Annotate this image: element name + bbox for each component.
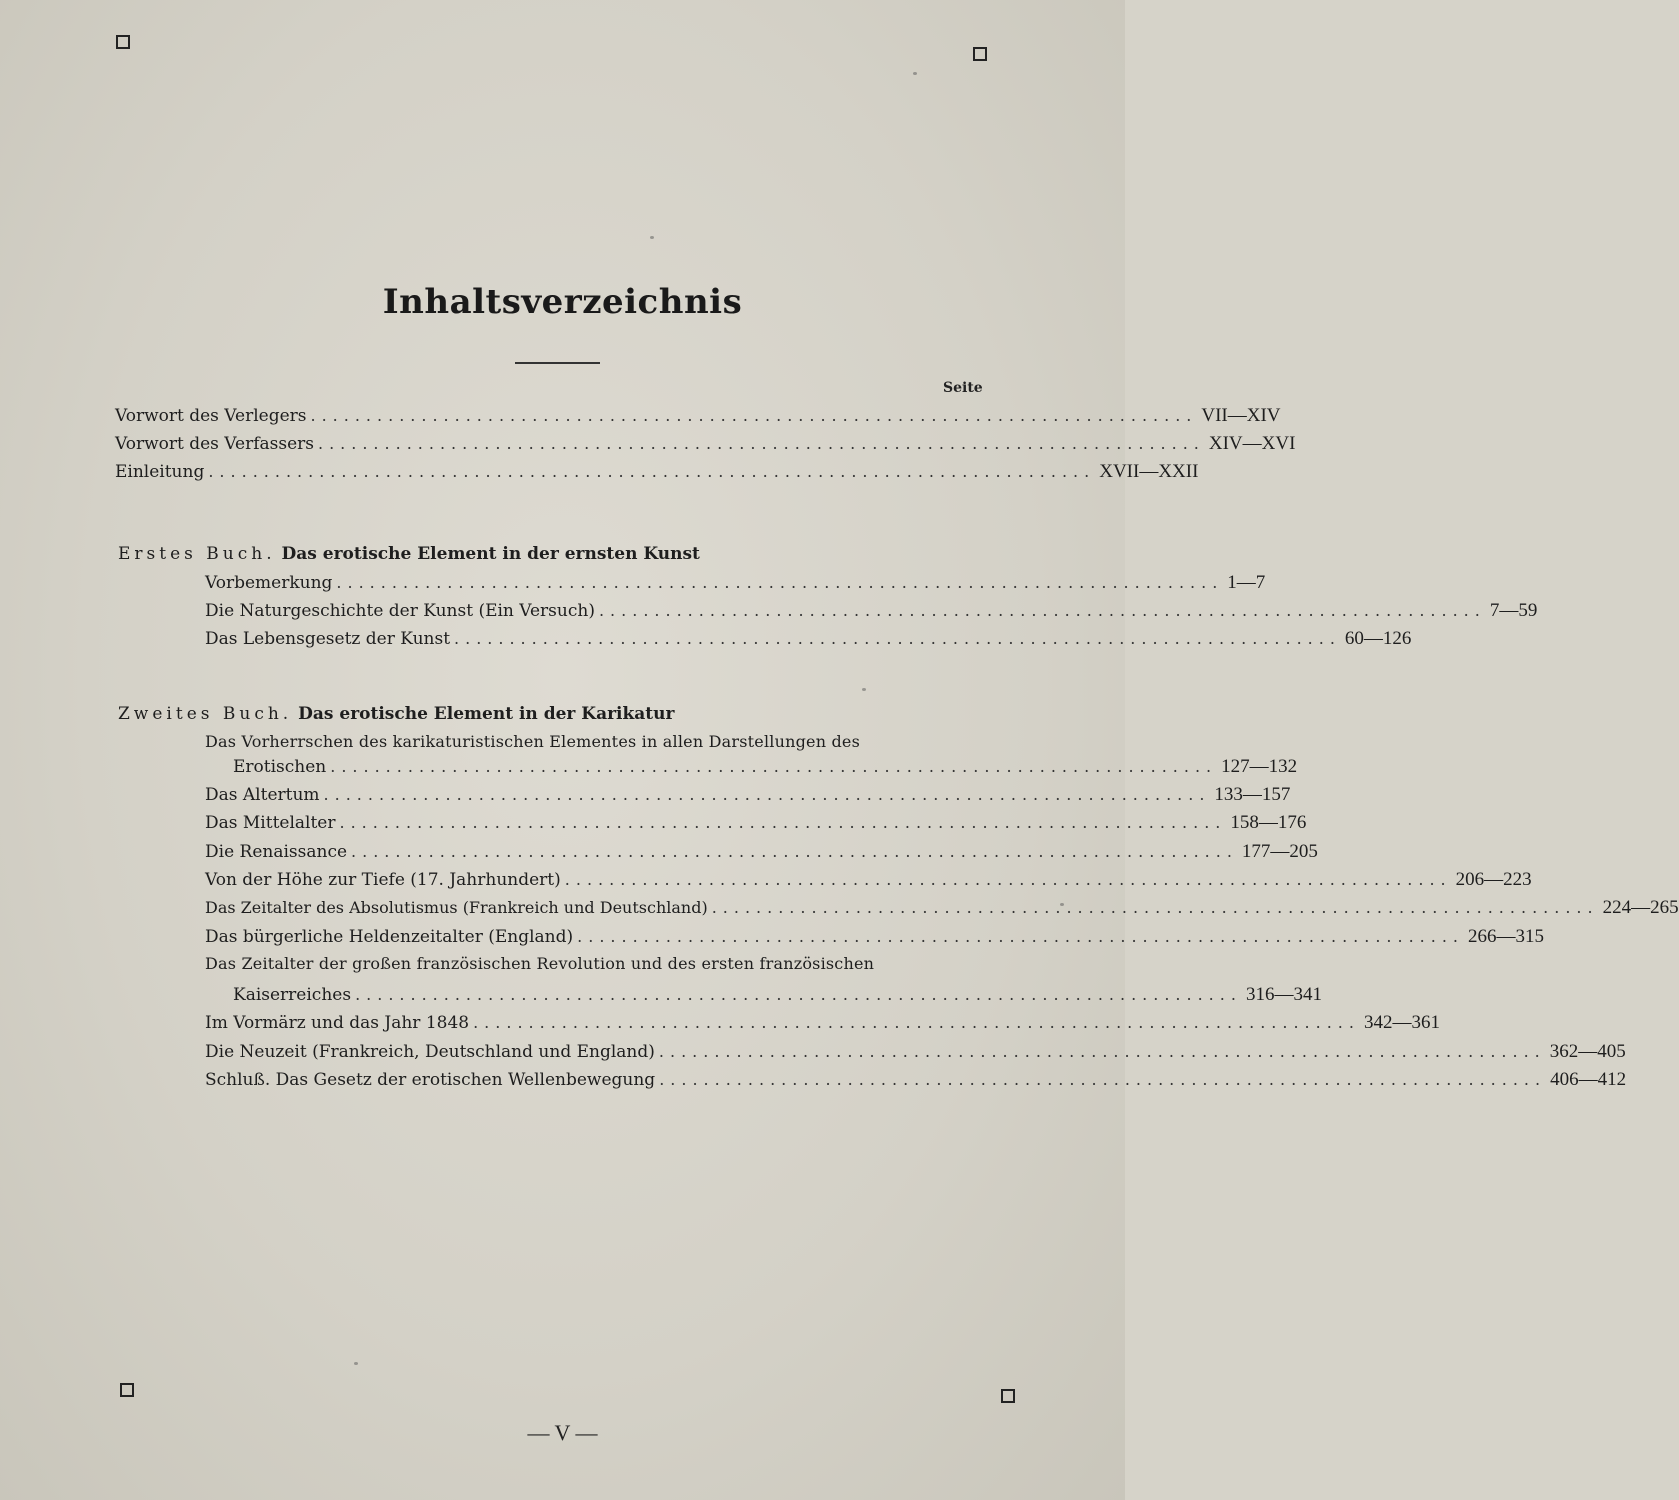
leader-dots: ................................................................................ (658, 1042, 1546, 1061)
book1-heading-text: Das erotische Element in der ernsten Kunst (281, 544, 700, 564)
toc-entry-pages: 133—157 (1214, 784, 1291, 805)
toc-entry-pages: 206—223 (1455, 869, 1532, 890)
toc-entry (205, 572, 1266, 596)
leader-dots: ................................................................................ (355, 985, 1242, 1004)
leader-dots: ................................................................................ (598, 601, 1486, 620)
toc-entry-label: Die Naturgeschichte der Kunst (Ein Versuch) (205, 601, 595, 621)
toc-entry-label: Das Mittelalter (205, 813, 336, 833)
toc-entry-pages: 224—265 (1602, 897, 1679, 918)
toc-entry (205, 784, 1291, 808)
toc-entry-pages: 7—59 (1489, 600, 1538, 621)
book1-heading-prefix: Erstes Buch. (118, 544, 276, 564)
toc-entry (205, 897, 1679, 921)
leader-dots: ................................................................................ (351, 842, 1238, 861)
toc-entry-pages: XIV—XVI (1208, 433, 1296, 454)
leader-dots: ................................................................................ (208, 462, 1096, 481)
toc-entry (205, 600, 1538, 624)
toc-entry-label: Das Zeitalter der großen französischen Revolution und des ersten französischen (205, 954, 875, 973)
toc-entry-pages: VII—XIV (1201, 405, 1281, 426)
toc-entry-label: Vorwort des Verfassers (115, 434, 314, 454)
toc-entry-first-line (205, 954, 910, 973)
leader-dots: ................................................................................ (318, 434, 1205, 453)
page-number-footer: — V — (527, 1420, 598, 1445)
title-rule (515, 362, 600, 364)
toc-entry-label: Das bürgerliche Heldenzeitalter (England) (205, 927, 574, 947)
toc-entry (205, 841, 1318, 865)
toc-entry (205, 628, 1412, 652)
toc-entry-label: Im Vormärz und das Jahr 1848 (205, 1013, 470, 1033)
toc-entry (205, 869, 1532, 893)
toc-entry-pages: 406—412 (1550, 1069, 1627, 1090)
toc-entry (205, 1041, 1626, 1065)
corner-mark-bottom-right (1001, 1389, 1015, 1403)
book2-heading-text: Das erotische Element in der Karikatur (298, 704, 675, 724)
toc-entry-label: Schluß. Das Gesetz der erotischen Wellenbewegung (205, 1070, 656, 1090)
toc-entry-label: Die Renaissance (205, 842, 348, 862)
book2-heading (118, 704, 674, 724)
toc-entry-pages: 177—205 (1241, 841, 1318, 862)
page-column-header: Seite (943, 380, 983, 396)
toc-entry-label: Einleitung (115, 462, 205, 482)
toc-entry-pages: 1—7 (1227, 572, 1266, 593)
toc-entry-pages: 158—176 (1230, 812, 1307, 833)
toc-entry-label: Von der Höhe zur Tiefe (17. Jahrhundert) (205, 870, 561, 890)
toc-entry-pages: XVII—XXII (1099, 461, 1199, 482)
toc-entry (205, 1012, 1440, 1036)
toc-entry (115, 405, 1281, 429)
page-title: Inhaltsverzeichnis (382, 282, 743, 322)
book2-heading-prefix: Zweites Buch. (118, 704, 293, 724)
toc-entry-label: Erotischen (233, 757, 327, 777)
toc-entry-pages: 362—405 (1549, 1041, 1626, 1062)
corner-mark-top-left (116, 35, 130, 49)
toc-entry (205, 812, 1307, 836)
toc-entry-label: Vorbemerkung (205, 573, 333, 593)
leader-dots: ................................................................................ (659, 1070, 1547, 1089)
book1-heading (118, 544, 700, 564)
toc-entry (205, 926, 1545, 950)
toc-entry (233, 756, 1298, 780)
toc-entry-label: Die Neuzeit (Frankreich, Deutschland und England) (205, 1042, 655, 1062)
leader-dots: ................................................................................ (473, 1013, 1360, 1032)
corner-mark-top-right (973, 47, 987, 61)
toc-entry-label: Das Vorherrschen des karikaturistischen Elementes in allen Darstellungen des (205, 732, 861, 751)
corner-mark-bottom-left (120, 1383, 134, 1397)
leader-dots: ................................................................................ (454, 629, 1341, 648)
toc-entry (115, 433, 1296, 457)
toc-entry-pages: 127—132 (1221, 756, 1298, 777)
leader-dots: ................................................................................ (711, 898, 1599, 917)
toc-entry-pages: 266—315 (1468, 926, 1545, 947)
leader-dots: ................................................................................ (336, 573, 1224, 592)
toc-entry-label: Vorwort des Verlegers (115, 406, 307, 426)
toc-entry-label: Kaiserreiches (233, 985, 352, 1005)
toc-entry-pages: 316—341 (1245, 984, 1322, 1005)
toc-entry-label: Das Lebensgesetz der Kunst (205, 629, 451, 649)
leader-dots: ................................................................................ (310, 406, 1198, 425)
toc-entry-pages: 342—361 (1363, 1012, 1440, 1033)
leader-dots: ................................................................................ (564, 870, 1452, 889)
leader-dots: ................................................................................ (339, 813, 1227, 832)
toc-entry (205, 1069, 1627, 1093)
toc-entry-label: Das Altertum (205, 785, 320, 805)
toc-entry-first-line (205, 732, 905, 751)
toc-entry (115, 461, 1199, 485)
toc-entry-label: Das Zeitalter des Absolutismus (Frankreich und Deutschland) (205, 898, 708, 917)
leader-dots: ................................................................................ (577, 927, 1465, 946)
leader-dots: ................................................................................ (323, 785, 1211, 804)
toc-entry (233, 984, 1322, 1008)
leader-dots: ................................................................................ (330, 757, 1218, 776)
toc-entry-pages: 60—126 (1344, 628, 1412, 649)
